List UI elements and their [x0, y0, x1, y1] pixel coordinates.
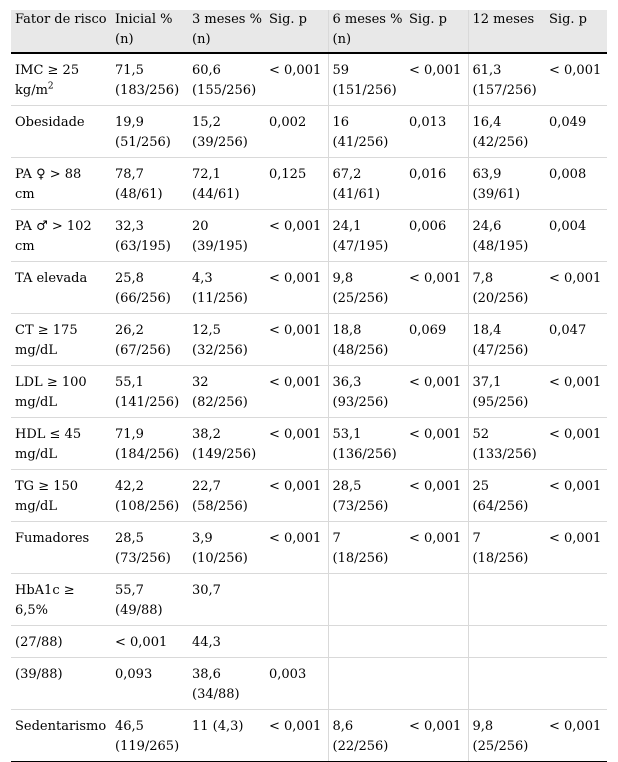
sig-p-12-months-cell: < 0,001: [545, 418, 607, 470]
sig-p-6-months-cell: 0,006: [405, 210, 468, 262]
sig-p-3-months-cell: 0,003: [265, 658, 328, 710]
sig-p-12-months-cell: [545, 626, 607, 658]
initial-cell: 71,5 (183/256): [111, 53, 188, 106]
sig-p-3-months-cell: < 0,001: [265, 522, 328, 574]
6-months-cell: 24,1 (47/195): [328, 210, 405, 262]
12-months-cell: 7,8 (20/256): [468, 262, 545, 314]
sig-p-12-months-cell: < 0,001: [545, 53, 607, 106]
risk-factor-cell: CT ≥ 175 mg/dL: [11, 314, 111, 366]
risk-factor-cell: Sedentarismo: [11, 710, 111, 762]
12-months-cell: [468, 658, 545, 710]
initial-cell: 55,1 (141/256): [111, 366, 188, 418]
sig-p-3-months-cell: [265, 574, 328, 626]
3-months-cell: 38,2 (149/256): [188, 418, 265, 470]
risk-factor-cell: TG ≥ 150 mg/dL: [11, 470, 111, 522]
sig-p-6-months-cell: < 0,001: [405, 53, 468, 106]
table-row: [11, 106, 607, 158]
sig-p-3-months-cell: < 0,001: [265, 366, 328, 418]
risk-factor-cell: Fumadores: [11, 522, 111, 574]
3-months-cell: 60,6 (155/256): [188, 53, 265, 106]
risk-factor-cell: HDL ≤ 45 mg/dL: [11, 418, 111, 470]
risk-factor-cell: Obesidade: [11, 106, 111, 158]
sig-p-3-months-cell: 0,002: [265, 106, 328, 158]
6-months-cell: 36,3 (93/256): [328, 366, 405, 418]
table-row: [11, 418, 607, 470]
table-header: [11, 10, 607, 53]
table-row: [11, 710, 607, 762]
sig-p-12-months-cell: [545, 574, 607, 626]
sig-p-12-months-cell: < 0,001: [545, 262, 607, 314]
sig-p-6-months-cell: < 0,001: [405, 262, 468, 314]
table-row: [11, 314, 607, 366]
table-row: [11, 158, 607, 210]
3-months-cell: 4,3 (11/256): [188, 262, 265, 314]
risk-factor-cell: IMC ≥ 25 $kg/m^2$: [11, 53, 111, 106]
table-row: [11, 658, 607, 710]
sig-p-3-months-cell: < 0,001: [265, 418, 328, 470]
6-months-cell: 9,8 (25/256): [328, 262, 405, 314]
initial-cell: 0,093: [111, 658, 188, 710]
sig-p-12-months-cell: < 0,001: [545, 710, 607, 762]
sig-p-6-months-cell: < 0,001: [405, 418, 468, 470]
sig-p-12-months-cell: 0,047: [545, 314, 607, 366]
3-months-cell: 11 (4,3): [188, 710, 265, 762]
6-months-cell: [328, 658, 405, 710]
initial-cell: 26,2 (67/256): [111, 314, 188, 366]
3-months-cell: 15,2 (39/256): [188, 106, 265, 158]
sig-p-3-months-cell: < 0,001: [265, 53, 328, 106]
3-months-cell: 3,9 (10/256): [188, 522, 265, 574]
sig-p-3-months-cell: [265, 626, 328, 658]
12-months-cell: [468, 574, 545, 626]
6-months-cell: 8,6 (22/256): [328, 710, 405, 762]
header-sig-p-6-months: Sig. p: [405, 10, 468, 53]
initial-cell: 78,7 (48/61): [111, 158, 188, 210]
sig-p-12-months-cell: < 0,001: [545, 366, 607, 418]
table-row: [11, 366, 607, 418]
table-body: [11, 53, 607, 762]
12-months-cell: 63,9 (39/61): [468, 158, 545, 210]
initial-cell: 32,3 (63/195): [111, 210, 188, 262]
12-months-cell: 18,4 (47/256): [468, 314, 545, 366]
initial-cell: 71,9 (184/256): [111, 418, 188, 470]
sig-p-6-months-cell: [405, 626, 468, 658]
6-months-cell: 18,8 (48/256): [328, 314, 405, 366]
sig-p-3-months-cell: < 0,001: [265, 262, 328, 314]
sig-p-12-months-cell: [545, 658, 607, 710]
risk-factor-table: [11, 10, 607, 762]
sig-p-3-months-cell: < 0,001: [265, 470, 328, 522]
6-months-cell: 16 (41/256): [328, 106, 405, 158]
table-row: [11, 262, 607, 314]
3-months-cell: 20 (39/195): [188, 210, 265, 262]
sig-p-12-months-cell: 0,049: [545, 106, 607, 158]
6-months-cell: [328, 574, 405, 626]
12-months-cell: [468, 626, 545, 658]
table-row: [11, 53, 607, 106]
12-months-cell: 24,6 (48/195): [468, 210, 545, 262]
risk-factor-cell: PA ♀ > 88 cm: [11, 158, 111, 210]
table-row: [11, 210, 607, 262]
sig-p-6-months-cell: 0,016: [405, 158, 468, 210]
header-risk-factor: Fator de risco: [11, 10, 111, 53]
sig-p-6-months-cell: 0,013: [405, 106, 468, 158]
6-months-cell: 59 (151/256): [328, 53, 405, 106]
sig-p-12-months-cell: < 0,001: [545, 470, 607, 522]
risk-factor-cell: PA ♂ > 102 cm: [11, 210, 111, 262]
header-row: [11, 10, 607, 53]
6-months-cell: 7 (18/256): [328, 522, 405, 574]
6-months-cell: 28,5 (73/256): [328, 470, 405, 522]
header-3-months: 3 meses % (n): [188, 10, 265, 53]
sig-p-6-months-cell: < 0,001: [405, 470, 468, 522]
header-6-months: 6 meses % (n): [328, 10, 405, 53]
table-row: [11, 470, 607, 522]
sig-p-12-months-cell: 0,008: [545, 158, 607, 210]
12-months-cell: 52 (133/256): [468, 418, 545, 470]
sig-p-6-months-cell: 0,069: [405, 314, 468, 366]
12-months-cell: 16,4 (42/256): [468, 106, 545, 158]
3-months-cell: 72,1 (44/61): [188, 158, 265, 210]
3-months-cell: 12,5 (32/256): [188, 314, 265, 366]
header-12-months: 12 meses: [468, 10, 545, 53]
3-months-cell: 30,7: [188, 574, 265, 626]
header-initial: Inicial % (n): [111, 10, 188, 53]
sig-p-3-months-cell: < 0,001: [265, 710, 328, 762]
12-months-cell: 61,3 (157/256): [468, 53, 545, 106]
6-months-cell: [328, 626, 405, 658]
12-months-cell: 25 (64/256): [468, 470, 545, 522]
table-row: [11, 574, 607, 626]
sig-p-3-months-cell: < 0,001: [265, 210, 328, 262]
12-months-cell: 9,8 (25/256): [468, 710, 545, 762]
3-months-cell: 32 (82/256): [188, 366, 265, 418]
sig-p-6-months-cell: [405, 574, 468, 626]
header-sig-p-12-months: Sig. p: [545, 10, 607, 53]
sig-p-6-months-cell: < 0,001: [405, 522, 468, 574]
sig-p-3-months-cell: 0,125: [265, 158, 328, 210]
table-row: [11, 626, 607, 658]
risk-factor-cell: TA elevada: [11, 262, 111, 314]
3-months-cell: 22,7 (58/256): [188, 470, 265, 522]
initial-cell: < 0,001: [111, 626, 188, 658]
initial-cell: 25,8 (66/256): [111, 262, 188, 314]
sig-p-6-months-cell: < 0,001: [405, 366, 468, 418]
initial-cell: 42,2 (108/256): [111, 470, 188, 522]
risk-factor-cell: (27/88): [11, 626, 111, 658]
12-months-cell: 37,1 (95/256): [468, 366, 545, 418]
initial-cell: 55,7 (49/88): [111, 574, 188, 626]
sig-p-12-months-cell: 0,004: [545, 210, 607, 262]
initial-cell: 19,9 (51/256): [111, 106, 188, 158]
risk-factor-cell: LDL ≥ 100 mg/dL: [11, 366, 111, 418]
6-months-cell: 53,1 (136/256): [328, 418, 405, 470]
table-row: [11, 522, 607, 574]
sig-p-6-months-cell: < 0,001: [405, 710, 468, 762]
sig-p-3-months-cell: < 0,001: [265, 314, 328, 366]
risk-factor-cell: HbA1c ≥ 6,5%: [11, 574, 111, 626]
sig-p-6-months-cell: [405, 658, 468, 710]
3-months-cell: 44,3: [188, 626, 265, 658]
12-months-cell: 7 (18/256): [468, 522, 545, 574]
initial-cell: 46,5 (119/265): [111, 710, 188, 762]
sig-p-12-months-cell: < 0,001: [545, 522, 607, 574]
initial-cell: 28,5 (73/256): [111, 522, 188, 574]
header-sig-p-3-months: Sig. p: [265, 10, 328, 53]
risk-factor-cell: (39/88): [11, 658, 111, 710]
6-months-cell: 67,2 (41/61): [328, 158, 405, 210]
3-months-cell: 38,6 (34/88): [188, 658, 265, 710]
